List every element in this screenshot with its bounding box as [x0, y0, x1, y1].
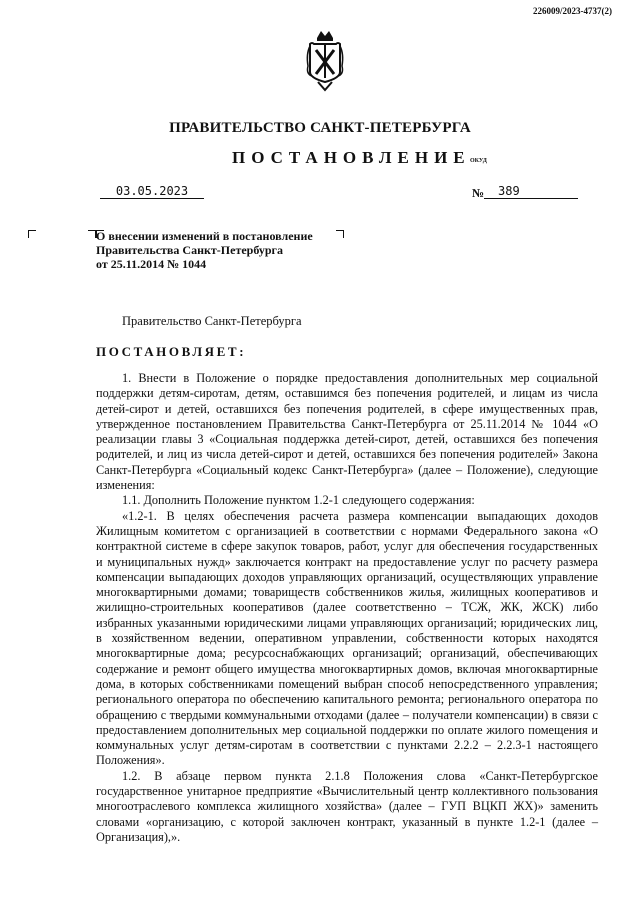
- resolves-heading: ПОСТАНОВЛЯЕТ:: [96, 344, 247, 359]
- subject-line: Правительства Санкт-Петербурга: [96, 243, 284, 257]
- corner-mark: [336, 230, 344, 238]
- issuer: Правительство Санкт-Петербурга: [122, 314, 302, 328]
- subject-line: от 25.11.2014 № 1044: [96, 257, 207, 271]
- paragraph: 1. Внести в Положение о порядке предоставления дополнительных мер социальной поддержки детям-сиротам, детям, оставшимся без попечения родителей, и лицам из числа детей-сирот и детей, оставшихся без попечения родителей, в сфере имущественных прав, утвержденное постановлением Правительства Санкт-Петербурга от 25.11.2014 № 1044 «О реализации главы 3 «Социальная поддержка детей-сирот, детей, оставшихся без попечения родителей, и лиц из числа детей-сирот и детей, оставшихся без попечения родителей» Закона Санкт-Петербурга «Социальный кодекс Санкт-Петербурга» (далее – Положение), следующие изменения:: [96, 371, 598, 493]
- saint-petersburg-coat-of-arms-icon: [304, 24, 346, 92]
- paragraph: «1.2-1. В целях обеспечения расчета размера компенсации выпадающих доходов Жилищным комитетом с организацией в соответствии с нормами Федерального закона «О контрактной системе в сфере закупок товаров, работ, услуг для обеспечения государственных и муниципальных нужд» заключается контракт на предоставление услуг по расчету размера компенсации выпадающих доходов управляющих организаций, осуществляющих управление многоквартирными домами; товариществ собственников жилья, жилищных кооперативов и жилищно-строительных кооперативов (далее соответственно – ТСЖ, ЖК, ЖСК) либо избранных указанными юридическими лицами управляющих организаций; юридических лиц, в хозяйственном ведении, оперативном управлении, собственности которых находятся многоквартирные дома; ресурсоснабжающих организаций; организаций, обеспечивающих содержание и ремонт общего имущества многоквартирных домов, включая многоквартирные дома, в которых собственниками помещений выбран способ непосредственного управления; регионального оператора по обеспечению капитального ремонта; регионального оператора по обращению с твердыми коммунальными отходами (далее – получатели компенсации) в связи с предоставлением дополнительных мер социальной поддержки по оплате жилого помещения и коммунальных услуг детям-сиротам в соответствии с пунктами 2.2.2 – 2.2.3-1 настоящего Положения».: [96, 508, 598, 768]
- document-body: [96, 371, 598, 845]
- corner-mark: [28, 230, 36, 238]
- number-sign: №: [472, 186, 485, 200]
- paragraph: 1.1. Дополнить Положение пунктом 1.2-1 следующего содержания:: [122, 493, 475, 508]
- government-name: ПРАВИТЕЛЬСТВО САНКТ-ПЕТЕРБУРГА: [169, 120, 471, 136]
- corner-mark: [88, 230, 96, 238]
- paragraph: 1.2. В абзаце первом пункта 2.1.8 Положения слова «Санкт-Петербургское государственное унитарное предприятие «Вычислительный центр коллективного пользования многоотраслевого комплекса жилищного хозяйства» (далее – ГУП ВЦКП ЖХ)» заменить словами «организацию, с которой заключен контракт, указанный в пункте 1.2-1 (далее – Организация),».: [96, 768, 598, 844]
- okud-label: ОКУД: [470, 158, 487, 164]
- subject-line: О внесении изменений в постановление: [96, 229, 313, 243]
- document-date: 03.05.2023: [100, 184, 204, 199]
- document-id: 226009/2023-4737(2): [533, 6, 612, 16]
- document-number: 389: [484, 184, 578, 199]
- document-type: ПОСТАНОВЛЕНИЕ: [232, 148, 471, 167]
- document-subject: [96, 229, 313, 271]
